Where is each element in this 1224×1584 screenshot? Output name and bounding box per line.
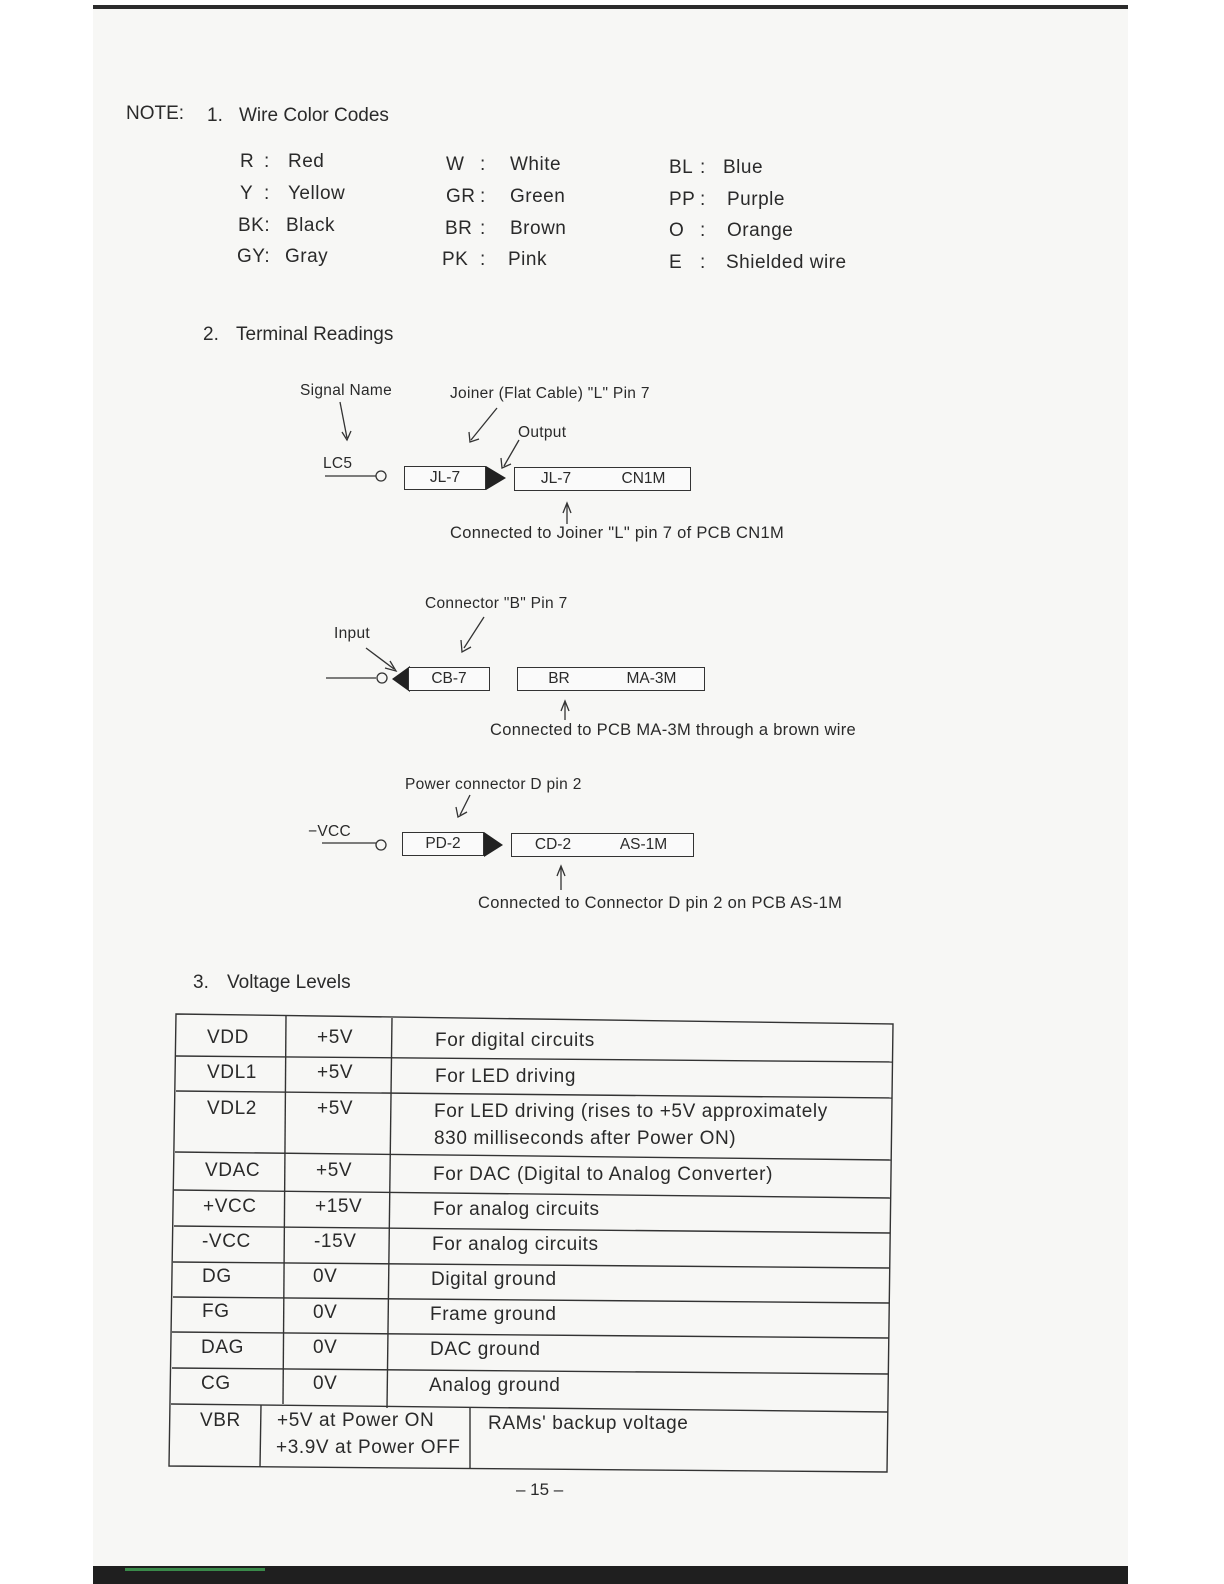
note-label: NOTE: bbox=[126, 103, 185, 124]
signal-name-cell: +VCC bbox=[203, 1196, 257, 1217]
box-cn1m: CN1M bbox=[597, 467, 691, 491]
box-cb7: CB-7 bbox=[408, 667, 490, 691]
color-code: O bbox=[669, 220, 685, 241]
color-code-sep: : bbox=[264, 183, 270, 204]
joiner-label: Joiner (Flat Cable) "L" Pin 7 bbox=[450, 385, 650, 402]
section3-number: 3. bbox=[193, 972, 209, 993]
color-name: Shielded wire bbox=[726, 252, 847, 273]
section2-title: Terminal Readings bbox=[236, 324, 394, 345]
signal-name-cell: VDAC bbox=[205, 1160, 261, 1181]
signal-name-cell: VDL1 bbox=[207, 1062, 257, 1083]
description-cell: For LED driving (rises to +5V approximately bbox=[434, 1101, 828, 1122]
voltage-cell: -15V bbox=[314, 1231, 357, 1252]
color-name: Orange bbox=[727, 220, 794, 241]
signal-name-cell: CG bbox=[201, 1373, 231, 1394]
color-name: Yellow bbox=[288, 183, 346, 204]
box-jl7: JL-7 bbox=[514, 467, 598, 491]
color-code: E bbox=[669, 252, 683, 273]
box-as1m: AS-1M bbox=[594, 833, 694, 857]
diagram1-caption: Connected to Joiner "L" pin 7 of PCB CN1M bbox=[450, 524, 785, 542]
description-cell: DAC ground bbox=[430, 1339, 541, 1360]
color-name: Pink bbox=[508, 249, 547, 270]
voltage-cell: 0V bbox=[313, 1373, 338, 1394]
box-br: BR bbox=[517, 667, 601, 691]
section2-number: 2. bbox=[203, 324, 219, 345]
color-code: R bbox=[240, 151, 255, 172]
color-code-sep: : bbox=[480, 218, 486, 239]
signal-name-cell: DG bbox=[202, 1266, 232, 1287]
terminal-lc5: LC5 bbox=[323, 455, 353, 472]
color-code-sep: : bbox=[480, 249, 486, 270]
description-cell: RAMs' backup voltage bbox=[488, 1413, 689, 1434]
terminal-vcc: −VCC bbox=[308, 823, 351, 840]
voltage-cell: 0V bbox=[313, 1302, 338, 1323]
color-name: Brown bbox=[510, 218, 567, 239]
color-code: PP bbox=[669, 189, 696, 210]
voltage-cell: +5V bbox=[317, 1062, 354, 1083]
signal-name-cell: VBR bbox=[200, 1410, 241, 1431]
color-code-sep: : bbox=[700, 157, 706, 178]
power-connector-label: Power connector D pin 2 bbox=[405, 776, 582, 793]
color-name: Purple bbox=[727, 189, 785, 210]
description-cell-line2: 830 milliseconds after Power ON) bbox=[434, 1128, 737, 1149]
description-cell: For analog circuits bbox=[433, 1199, 600, 1220]
color-code: GY: bbox=[237, 246, 271, 267]
color-code: Y bbox=[240, 183, 254, 204]
signal-name-cell: FG bbox=[202, 1301, 230, 1322]
color-code: BR bbox=[445, 218, 473, 239]
color-name: Black bbox=[286, 215, 335, 236]
color-name: Gray bbox=[285, 246, 329, 267]
color-name: Green bbox=[510, 186, 566, 207]
color-code-sep: : bbox=[480, 186, 486, 207]
diagram3-caption: Connected to Connector D pin 2 on PCB AS-1M bbox=[478, 894, 843, 912]
voltage-cell-line2: +3.9V at Power OFF bbox=[276, 1437, 461, 1458]
description-cell: For digital circuits bbox=[435, 1030, 595, 1051]
box-ma3m: MA-3M bbox=[599, 667, 705, 691]
color-code: GR bbox=[446, 186, 476, 207]
description-cell: Frame ground bbox=[430, 1304, 557, 1325]
signal-name-cell: -VCC bbox=[202, 1231, 251, 1252]
box-pd2: PD-2 bbox=[402, 832, 484, 856]
color-code: BL bbox=[669, 157, 694, 178]
color-code-sep: : bbox=[700, 220, 706, 241]
signal-name-cell: DAG bbox=[201, 1337, 244, 1358]
section3-title: Voltage Levels bbox=[227, 972, 351, 993]
color-code-sep: : bbox=[264, 151, 270, 172]
color-name: Red bbox=[288, 151, 325, 172]
box-jl7-input: JL-7 bbox=[404, 466, 486, 490]
voltage-cell: 0V bbox=[313, 1337, 338, 1358]
page-number: – 15 – bbox=[516, 1480, 564, 1499]
description-cell: For analog circuits bbox=[432, 1234, 599, 1255]
connector-label: Connector "B" Pin 7 bbox=[425, 595, 568, 612]
output-label: Output bbox=[518, 424, 567, 441]
color-code-sep: : bbox=[700, 252, 706, 273]
voltage-cell: 0V bbox=[313, 1266, 338, 1287]
signal-name-cell: VDD bbox=[207, 1027, 249, 1048]
box-cd2: CD-2 bbox=[511, 833, 595, 857]
color-code: PK bbox=[442, 249, 469, 270]
section1-title: Wire Color Codes bbox=[239, 105, 389, 126]
voltage-cell: +15V bbox=[315, 1196, 363, 1217]
input-label: Input bbox=[334, 625, 370, 642]
description-cell: For DAC (Digital to Analog Converter) bbox=[433, 1164, 774, 1185]
color-code: W bbox=[446, 154, 465, 175]
color-name: White bbox=[510, 154, 562, 175]
description-cell: Analog ground bbox=[429, 1375, 561, 1396]
color-code-sep: : bbox=[480, 154, 486, 175]
diagram2-caption: Connected to PCB MA-3M through a brown wire bbox=[490, 721, 856, 739]
color-code: BK: bbox=[238, 215, 271, 236]
section1-number: 1. bbox=[207, 105, 223, 126]
voltage-cell: +5V bbox=[317, 1027, 354, 1048]
voltage-cell: +5V at Power ON bbox=[277, 1410, 435, 1431]
signal-name-cell: VDL2 bbox=[207, 1098, 257, 1119]
voltage-cell: +5V bbox=[316, 1160, 353, 1181]
color-name: Blue bbox=[723, 157, 764, 178]
color-code-sep: : bbox=[700, 189, 706, 210]
signal-name-label: Signal Name bbox=[300, 382, 393, 399]
description-cell: Digital ground bbox=[431, 1269, 557, 1290]
voltage-cell: +5V bbox=[317, 1098, 354, 1119]
description-cell: For LED driving bbox=[435, 1066, 576, 1087]
